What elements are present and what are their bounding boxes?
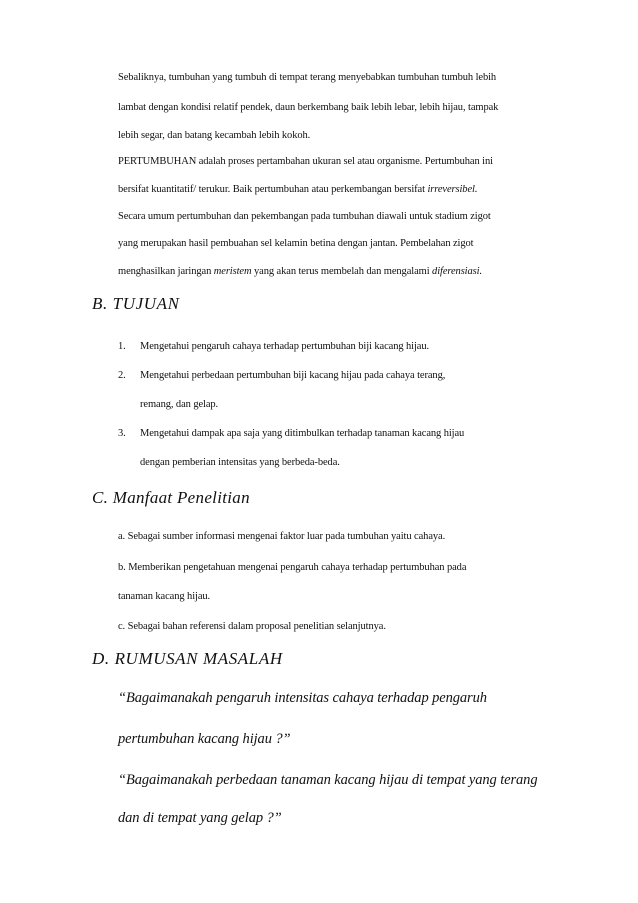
tujuan-item-2-text: Mengetahui perbedaan pertumbuhan biji kacang hijau pada cahaya terang, bbox=[140, 370, 446, 381]
intro-line-2: lambat dengan kondisi relatif pendek, daun berkembang baik lebih lebar, lebih hijau, tampak bbox=[118, 102, 499, 113]
heading-manfaat: C. Manfaat Penelitian bbox=[92, 488, 250, 507]
tujuan-item-2-num: 2. bbox=[118, 370, 126, 381]
intro-line-3: lebih segar, dan batang kecambah lebih kokoh. bbox=[118, 130, 311, 141]
rumusan-line-2: pertumbuhan kacang hijau ?” bbox=[118, 731, 291, 747]
tujuan-item-2 bbox=[118, 369, 445, 383]
tujuan-item-1-num: 1. bbox=[118, 341, 126, 352]
diferensiasi-term: diferensiasi. bbox=[432, 266, 482, 277]
tujuan-item-1 bbox=[118, 340, 429, 354]
irreversibel-term: irreversibel. bbox=[427, 184, 478, 195]
tujuan-item-3-cont bbox=[118, 456, 340, 470]
heading-tujuan: B. TUJUAN bbox=[92, 294, 180, 313]
tujuan-item-2-cont-text: remang, dan gelap. bbox=[140, 399, 219, 410]
intro-line-7: yang merupakan hasil pembuahan sel kelamin betina dengan jantan. Pembelahan zigot bbox=[118, 238, 474, 249]
meristem-term: meristem bbox=[213, 266, 252, 277]
manfaat-line-2: b. Memberikan pengetahuan mengenai pengaruh cahaya terhadap pertumbuhan pada bbox=[118, 562, 467, 573]
tujuan-item-3 bbox=[118, 427, 464, 441]
intro-line-4: PERTUMBUHAN adalah proses pertambahan ukuran sel atau organisme. Pertumbuhan ini bbox=[118, 156, 493, 167]
intro-line-6: Secara umum pertumbuhan dan pekembangan pada tumbuhan diawali untuk stadium zigot bbox=[118, 211, 491, 222]
manfaat-line-4: c. Sebagai bahan referensi dalam proposal penelitian selanjutnya. bbox=[118, 621, 386, 632]
rumusan-line-1: “Bagaimanakah pengaruh intensitas cahaya terhadap pengaruh bbox=[118, 690, 487, 706]
tujuan-item-3-num: 3. bbox=[118, 428, 126, 439]
intro-line-5 bbox=[118, 183, 477, 197]
tujuan-item-2-cont bbox=[118, 398, 218, 412]
intro-line-8-mid: yang akan terus membelah dan mengalami bbox=[251, 266, 433, 277]
intro-line-1: Sebaliknya, tumbuhan yang tumbuh di tempat terang menyebabkan tumbuhan tumbuh lebih bbox=[118, 72, 497, 83]
manfaat-line-3: tanaman kacang hijau. bbox=[118, 591, 211, 602]
rumusan-line-4: dan di tempat yang gelap ?” bbox=[118, 810, 282, 826]
intro-line-8-text: menghasilkan jaringan bbox=[118, 266, 214, 277]
tujuan-item-3-cont-text: dengan pemberian intensitas yang berbeda-beda. bbox=[140, 457, 340, 468]
intro-line-5-text: bersifat kuantitatif/ terukur. Baik pertumbuhan atau perkembangan bersifat bbox=[118, 184, 428, 195]
intro-line-8 bbox=[118, 265, 482, 279]
tujuan-item-1-text: Mengetahui pengaruh cahaya terhadap pertumbuhan biji kacang hijau. bbox=[140, 341, 430, 352]
manfaat-line-1: a. Sebagai sumber informasi mengenai faktor luar pada tumbuhan yaitu cahaya. bbox=[118, 531, 446, 542]
tujuan-item-3-text: Mengetahui dampak apa saja yang ditimbulkan terhadap tanaman kacang hijau bbox=[140, 428, 465, 439]
heading-rumusan: D. RUMUSAN MASALAH bbox=[92, 649, 283, 668]
rumusan-line-3: “Bagaimanakah perbedaan tanaman kacang hijau di tempat yang terang bbox=[118, 772, 538, 788]
